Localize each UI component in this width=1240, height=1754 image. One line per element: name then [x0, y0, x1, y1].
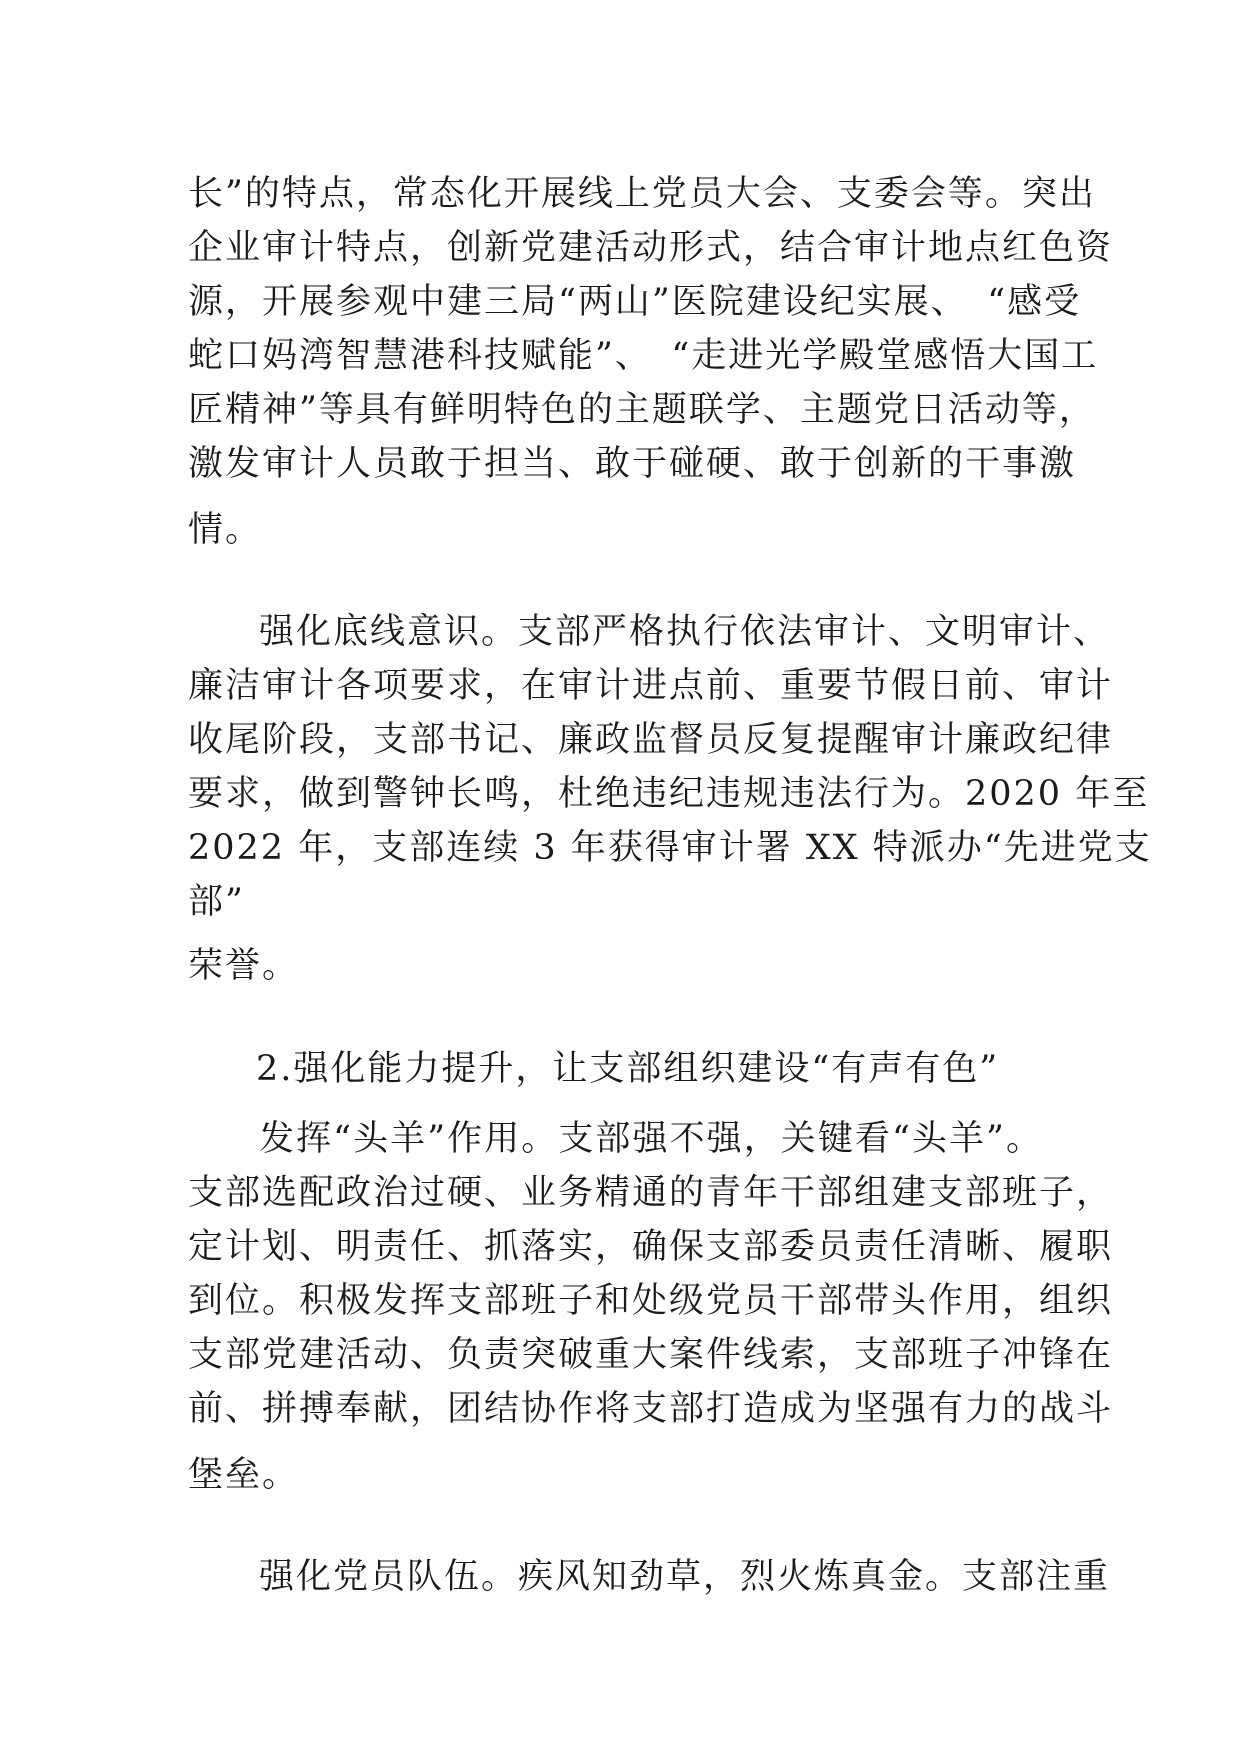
text-line: 荣誉。 [188, 946, 300, 986]
text-line: 情。 [188, 510, 263, 550]
text-line: 支部选配政治过硬、业务精通的青年干部组建支部班子， [188, 1173, 1114, 1213]
text-line: 廉洁审计各项要求，在审计进点前、重要节假日前、审计 [188, 666, 1114, 706]
text-line: 收尾阶段，支部书记、廉政监督员反复提醒审计廉政纪律 [188, 720, 1114, 760]
text-line: 强化底线意识。支部严格执行依法审计、文明审计、 [259, 612, 1111, 652]
text-line: 到位。积极发挥支部班子和处级党员干部带头作用，组织 [188, 1281, 1114, 1321]
section-heading: 2.强化能力提升，让支部组织建设“有声有色” [256, 1049, 1000, 1089]
text-line: 定计划、明责任、抓落实，确保支部委员责任清晰、履职 [188, 1227, 1114, 1267]
text-line: 长”的特点，常态化开展线上党员大会、支委会等。突出 [188, 174, 1096, 214]
text-line: 蛇口妈湾智慧港科技赋能”、 “走进光学殿堂感悟大国工 [188, 336, 1099, 376]
text-line: 发挥“头羊”作用。支部强不强，关键看“头羊”。 [259, 1119, 1043, 1159]
text-line: 匠精神”等具有鲜明特色的主题联学、主题党日活动等， [188, 390, 1096, 430]
text-line: 堡垒。 [188, 1455, 300, 1495]
text-line: 源，开展参观中建三局“两山”医院建设纪实展、 “感受 [188, 282, 1082, 322]
text-line: 2022 年，支部连续 3 年获得审计署 XX 特派办“先进党支 [188, 828, 1152, 868]
text-line: 激发审计人员敢于担当、敢于碰硬、敢于创新的干事激 [188, 444, 1077, 484]
text-line: 要求，做到警钟长鸣，杜绝违纪违规违法行为。2020 年至 [188, 774, 1150, 814]
text-line: 支部党建活动、负责突破重大案件线索，支部班子冲锋在 [188, 1335, 1114, 1375]
text-line: 企业审计特点，创新党建活动形式，结合审计地点红色资 [188, 228, 1114, 268]
text-line: 部” [188, 882, 245, 922]
text-line: 强化党员队伍。疾风知劲草，烈火炼真金。支部注重 [259, 1557, 1111, 1597]
text-line: 前、拼搏奉献，团结协作将支部打造成为坚强有力的战斗 [188, 1389, 1114, 1429]
